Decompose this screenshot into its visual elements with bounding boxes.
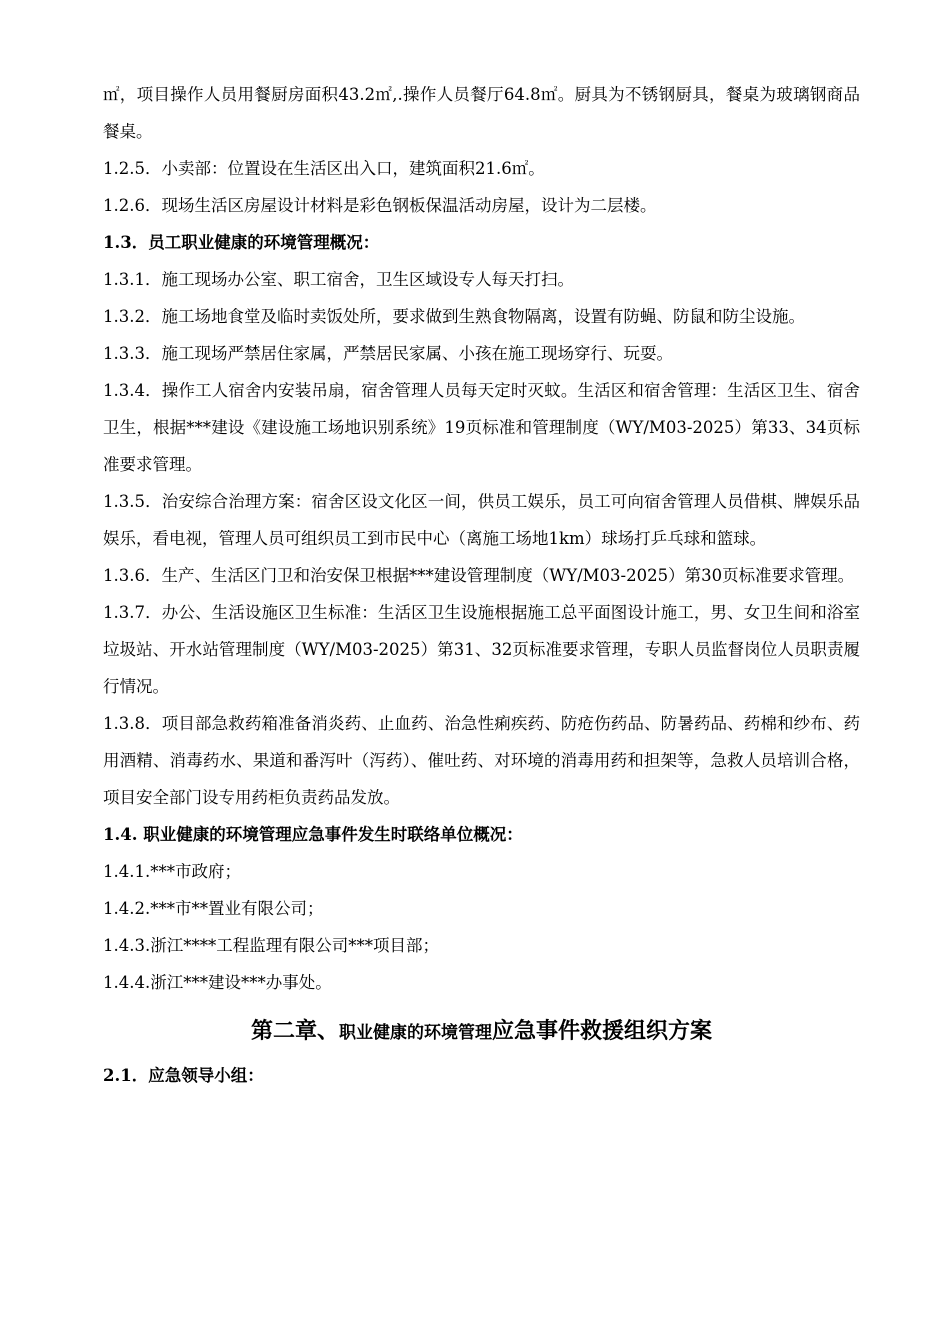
section-heading: 1.4. 职业健康的环境管理应急事件发生时联络单位概况：: [103, 825, 523, 844]
section-body-top: [103, 76, 860, 1001]
paragraph: 1.3.2．施工场地食堂及临时卖饭处所，要求做到生熟食物隔离，设置有防蝇、防鼠和防尘设施。: [103, 307, 805, 326]
section-body-bottom: [103, 1057, 860, 1094]
paragraph: 1.3.1．施工现场办公室、职工宿舍，卫生区域设专人每天打扫。: [103, 270, 574, 289]
paragraph: 1.3.4．操作工人宿舍内安装吊扇，宿舍管理人员每天定时灭蚊。生活区和宿舍管理：生活区卫生、宿舍卫生，根据***建设《建设施工场地识别系统》19页标准和管理制度（WY/M03-2025）第33、34页标准要求管理。: [103, 381, 860, 474]
paragraph: 1.2.5．小卖部：位置设在生活区出入口，建筑面积21.6㎡。: [103, 159, 545, 178]
chapter-title-middle: 职业健康的环境管理: [339, 1023, 492, 1043]
paragraph: 1.3.5．治安综合治理方案：宿舍区设文化区一间，供员工娱乐，员工可向宿舍管理人员借棋、牌娱乐品娱乐，看电视，管理人员可组织员工到市民中心（离施工场地1km）球场打乒乓球和篮球。: [103, 492, 860, 548]
paragraph: 1.3.8．项目部急救药箱准备消炎药、止血药、治急性痢疾药、防疮伤药品、防暑药品、药棉和纱布、药用酒精、消毒药水、果道和番泻叶（泻药）、催吐药、对环境的消毒用药和担架等，急救人员培训合格，项目安全部门设专用药柜负责药品发放。: [103, 714, 860, 807]
paragraph: ㎡，项目操作人员用餐厨房面积43.2㎡,.操作人员餐厅64.8㎡。厨具为不锈钢厨具，餐桌为玻璃钢商品餐桌。: [103, 85, 860, 141]
section-heading: 2.1．应急领导小组：: [103, 1066, 264, 1085]
paragraph: 1.2.6．现场生活区房屋设计材料是彩色钢板保温活动房屋，设计为二层楼。: [103, 196, 657, 215]
paragraph: 1.4.3.浙江****工程监理有限公司***项目部；: [103, 936, 439, 955]
chapter-title-prefix: 第二章、: [250, 1018, 339, 1044]
paragraph: 1.3.6．生产、生活区门卫和治安保卫根据***建设管理制度（WY/M03-2025）第30页标准要求管理。: [103, 566, 855, 585]
chapter-title: [103, 1013, 860, 1052]
paragraph: 1.3.7．办公、生活设施区卫生标准：生活区卫生设施根据施工总平面图设计施工，男、女卫生间和浴室垃圾站、开水站管理制度（WY/M03-2025）第31、32页标准要求管理，专职人员监督岗位人员职责履行情况。: [103, 603, 860, 696]
paragraph: 1.4.2.***市**置业有限公司；: [103, 899, 324, 918]
paragraph: 1.3.3．施工现场严禁居住家属，严禁居民家属、小孩在施工现场穿行、玩耍。: [103, 344, 673, 363]
paragraph: 1.4.4.浙江***建设***办事处。: [103, 973, 332, 992]
paragraph: 1.4.1.***市政府；: [103, 862, 241, 881]
chapter-title-suffix: 应急事件救援组织方案: [492, 1018, 713, 1044]
section-heading: 1.3．员工职业健康的环境管理概况：: [103, 233, 380, 252]
